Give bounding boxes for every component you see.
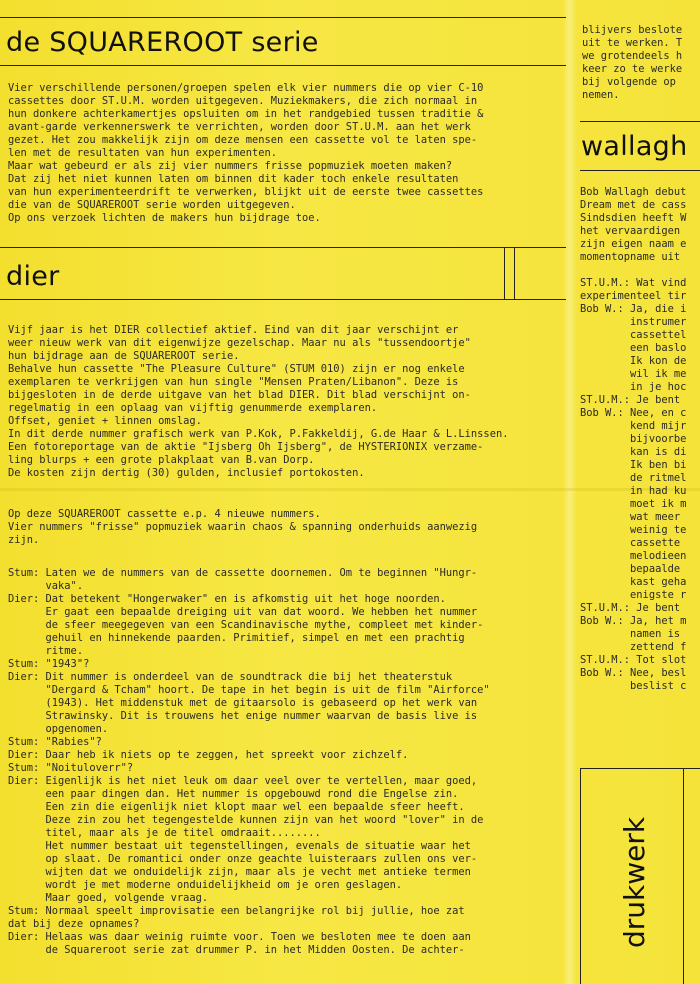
wallagh-line: Ik ben bi (580, 459, 687, 471)
dier-line: In dit derde nummer grafisch werk van P.Kok, P.Fakkeldij, G.de Haar & L.Linssen. (8, 428, 509, 440)
right-column-top-text (582, 24, 682, 102)
wallagh-line: zettend f (580, 641, 687, 653)
rule-wallagh-top (580, 121, 700, 122)
dier-line: exemplaren te verkrijgen van hun single "Mensen Praten/Libanon". Deze is (8, 376, 459, 388)
intro-line: Vier verschillende personen/groepen spelen elk vier nummers die op vier C-10 (8, 82, 484, 94)
interview-line: op slaat. De romantici onder onze geachte luisteraars zullen ons ver- (8, 853, 478, 865)
dier-line: ling blurps + een grote plakplaat van B.van Dorp. (8, 454, 315, 466)
right-column-line: we grotendeels h (582, 50, 683, 62)
right-column-line: bij volgende op (582, 76, 676, 88)
rule-dier-bottom (0, 299, 566, 300)
interview-line: dat bij deze opnames? (8, 918, 140, 930)
intro-line: die van de SQUAREROOT serie worden uitgegeven. (8, 199, 296, 211)
wallagh-line: een baslo (580, 342, 687, 354)
cassette-line: Op deze SQUAREROOT cassette e.p. 4 nieuwe nummers. (8, 508, 321, 520)
wallagh-line: in je hoc (580, 381, 687, 393)
drukwerk-title: drukwerk (618, 816, 651, 948)
wallagh-line: momentopname uit (580, 251, 681, 263)
rule-top (0, 17, 566, 18)
wallagh-line: wat meer (580, 511, 681, 523)
wallagh-text (580, 186, 686, 693)
interview-text (8, 567, 490, 957)
right-column-line: nemen. (582, 89, 620, 101)
wallagh-line: wil ik me (580, 368, 687, 380)
dier-line: regelmatig in een oplaag van vijftig genummerde exemplaren. (8, 402, 378, 414)
wallagh-line: Bob W.: Ja, het m (580, 615, 687, 627)
dier-line: Behalve hun cassette "The Pleasure Culture" (STUM 010) zijn er nog enkele (8, 363, 465, 375)
interview-line: Deze zin zou het tegengestelde kunnen zijn van het woord "lover" in de (8, 814, 484, 826)
cassette-line: zijn. (8, 534, 40, 546)
interview-line: Dier: Dit nummer is onderdeel van de soundtrack die bij het theaterstuk (8, 671, 453, 683)
interview-line: Dier: Daar heb ik niets op te zeggen, het spreekt voor zichzelf. (8, 749, 409, 761)
wallagh-line: Bob W.: Nee, en c (580, 407, 687, 419)
rule-drukwerk-left (580, 768, 581, 984)
interview-line: Het nummer bestaat uit tegenstellingen, evenals de situatie waar het (8, 840, 471, 852)
interview-line: (1943). Het middenstuk met de gitaarsolo is gebaseerd op het werk van (8, 697, 478, 709)
interview-line: Dier: Dat betekent "Hongerwaker" en is afkomstig uit het hoge noorden. (8, 593, 446, 605)
wallagh-line: Bob W.: Ja, die i (580, 303, 687, 315)
dier-line: Vijf jaar is het DIER collectief aktief. Eind van dit jaar verschijnt er (8, 324, 459, 336)
interview-line: gehuil en hinnekende paarden. Primitief, simpel en met een prachtig (8, 632, 465, 644)
wallagh-line: bepaalde (580, 563, 681, 575)
dier-line: Offset, geniet + linnen omslag. (8, 415, 202, 427)
wallagh-line: Bob Wallagh debut (580, 186, 687, 198)
wallagh-line: instrumer (580, 316, 687, 328)
interview-line: opgenomen. (8, 723, 109, 735)
wallagh-line: ST.U.M.: Je bent (580, 394, 681, 406)
interview-line: Stum: "Rabies"? (8, 736, 102, 748)
dier-line: bijgesloten in de derde uitgave van het blad DIER. Dit blad verschijnt on- (8, 389, 471, 401)
interview-line: Stum: "1943"? (8, 658, 90, 670)
interview-line: vaka". (8, 580, 84, 592)
dier-line: weer nieuw werk van dit eigenwijze gezelschap. Maar nu als "tussendoortje" (8, 337, 471, 349)
wallagh-line: weinig te (580, 524, 687, 536)
intro-line: van hun experimenteerdrift te verwerken, blijkt uit de eerste twee cassettes (8, 186, 484, 198)
interview-line: Er gaat een bepaalde dreiging uit van dat woord. We hebben het nummer (8, 606, 478, 618)
dier-line: De kosten zijn dertig (30) gulden, inclusief portokosten. (8, 467, 365, 479)
interview-line: titel, maar als je de titel omdraait........ (8, 827, 321, 839)
interview-line: Stum: Laten we de nummers van de cassette doornemen. Om te beginnen "Hungr- (8, 567, 478, 579)
rule-drukwerk-right (683, 768, 684, 984)
wallagh-line: bijvoorbe (580, 433, 687, 445)
rule-title-bottom (0, 65, 566, 66)
interview-line: Een zin die eigenlijk niet klopt maar wel een bepaalde sfeer heeft. (8, 801, 465, 813)
wallagh-line: de ritmel (580, 472, 687, 484)
interview-line: Strawinsky. Dit is trouwens het enige nummer waarvan de basis live is (8, 710, 478, 722)
wallagh-line: cassettel (580, 329, 687, 341)
wallagh-line: kast geha (580, 576, 687, 588)
intro-line: cassettes door ST.U.M. worden uitgegeven. Muziekmakers, die zich normaal in (8, 95, 478, 107)
intro-line: len met de resultaten van hun experimenten. (8, 147, 277, 159)
wallagh-line: Dream met de cass (580, 199, 687, 211)
series-title: de SQUAREROOT serie (6, 27, 319, 58)
dier-text (8, 324, 508, 480)
intro-line: Dat zij het niet kunnen laten om binnen dit kader toch enkele resultaten (8, 173, 459, 185)
dier-title: dier (6, 261, 60, 292)
intro-text (8, 82, 483, 225)
intro-line: Op ons verzoek lichten de makers hun bijdrage toe. (8, 212, 321, 224)
rule-dier-vertical-1 (504, 247, 505, 299)
wallagh-line: in had ku (580, 485, 687, 497)
interview-line: een paar dingen dan. Het nummer is opgebouwd rond die Engelse zin. (8, 788, 459, 800)
rule-drukwerk-top (580, 768, 700, 769)
dier-line: hun bijdrage aan de SQUAREROOT serie. (8, 350, 240, 362)
interview-line: de Squareroot serie zat drummer P. in het Midden Oosten. De achter- (8, 944, 465, 956)
right-column-line: blijvers beslote (582, 24, 683, 36)
intro-line: Maar wat gebeurd er als zij vier nummers frisse popmuziek moeten maken? (8, 160, 453, 172)
wallagh-line: cassette (580, 537, 681, 549)
interview-line: wijten dat we onduidelijk zijn, maar als je vecht met antieke termen (8, 866, 471, 878)
wallagh-line: melodieen (580, 550, 687, 562)
cassette-line: Vier nummers "frisse" popmuziek waarin chaos & spanning onderhuids aanwezig (8, 521, 478, 533)
wallagh-line: namen is (580, 628, 681, 640)
interview-line: wordt je met moderne onduidelijkheid om je oren geslagen. (8, 879, 403, 891)
interview-line: Dier: Eigenlijk is het niet leuk om daar veel over te vertellen, maar goed, (8, 775, 478, 787)
intro-line: avant-garde verkennerswerk te verrichten, worden door ST.U.M. aan het werk (8, 121, 471, 133)
wallagh-line: ST.U.M.: Tot slot (580, 654, 687, 666)
intro-line: hun donkere achterkamertjes opsluiten om in het randgebied tussen traditie & (8, 108, 484, 120)
rule-dier-top (0, 247, 566, 248)
paper-crease (563, 0, 577, 984)
interview-line: "Dergard & Tcham" hoort. De tape in het begin is uit de film "Airforce" (8, 684, 490, 696)
wallagh-line: Sindsdien heeft W (580, 212, 687, 224)
interview-line: ritme. (8, 645, 84, 657)
interview-line: Stum: Normaal speelt improvisatie een belangrijke rol bij jullie, hoe zat (8, 905, 465, 917)
intro-line: gezet. Het zou makkelijk zijn om deze mensen een cassette vol te laten spe- (8, 134, 478, 146)
right-column-line: uit te werken. T (582, 37, 683, 49)
wallagh-line: Ik kon de (580, 355, 687, 367)
wallagh-line: beslist c (580, 680, 687, 692)
wallagh-line: zijn eigen naam e (580, 238, 687, 250)
rule-dier-vertical-2 (514, 247, 515, 299)
rule-wallagh-bottom (580, 170, 700, 171)
wallagh-title: wallagh (581, 131, 688, 162)
cassette-text (8, 508, 477, 547)
wallagh-line: moet ik m (580, 498, 687, 510)
wallagh-line: ST.U.M.: Wat vind (580, 277, 687, 289)
interview-line: Dier: Helaas was daar weinig ruimte voor. Toen we besloten mee te doen aan (8, 931, 471, 943)
right-column-line: keer zo te werke (582, 63, 683, 75)
wallagh-line: kend mijr (580, 420, 687, 432)
dier-line: Een fotoreportage van de aktie "Ijsberg Oh Ijsberg", de HYSTERIONIX verzame- (8, 441, 484, 453)
wallagh-line: Bob W.: Nee, besl (580, 667, 687, 679)
wallagh-line: kan is di (580, 446, 687, 458)
wallagh-line (580, 264, 686, 277)
wallagh-line: enigste r (580, 589, 687, 601)
interview-line: de sfeer meegegeven van een Scandinavische mythe, compleet met kinder- (8, 619, 484, 631)
wallagh-line: het vervaardigen (580, 225, 681, 237)
interview-line: Maar goed, volgende vraag. (8, 892, 209, 904)
wallagh-line: ST.U.M.: Je bent (580, 602, 681, 614)
wallagh-line: experimenteel tir (580, 290, 687, 302)
interview-line: Stum: "Noituloverr"? (8, 762, 134, 774)
